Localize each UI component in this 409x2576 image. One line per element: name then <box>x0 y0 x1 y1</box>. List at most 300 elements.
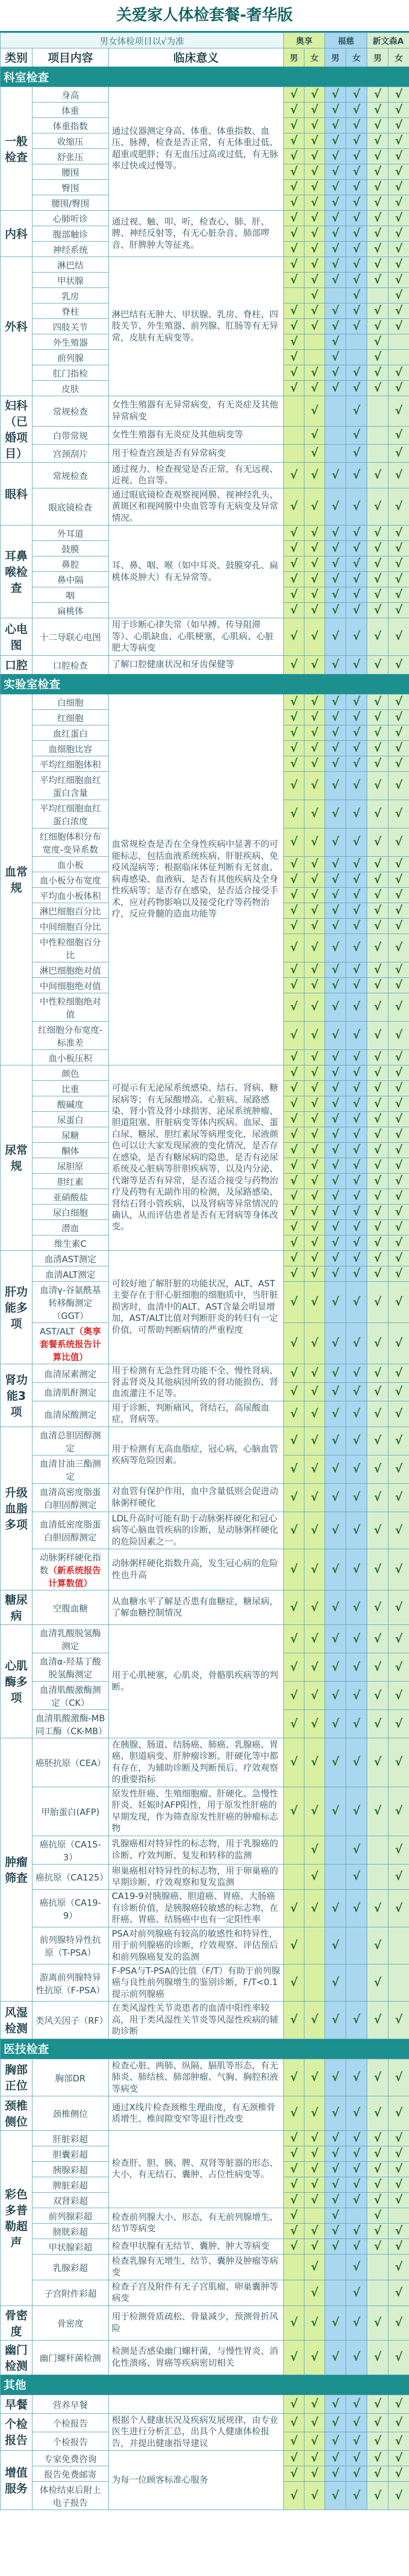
empty-mark <box>346 1927 367 1964</box>
empty-mark <box>284 288 304 303</box>
check-mark: √ <box>284 1787 304 1836</box>
check-mark: √ <box>367 2059 388 2096</box>
check-mark: √ <box>284 2239 304 2254</box>
item-name: 口腔检查 <box>32 655 109 674</box>
check-mark: √ <box>388 1625 409 1653</box>
check-mark: √ <box>304 319 325 334</box>
check-mark: √ <box>325 2146 346 2161</box>
check-mark: √ <box>388 1512 409 1549</box>
check-mark: √ <box>304 381 325 396</box>
item-name: 心肺听诊 <box>32 211 109 226</box>
check-mark: √ <box>325 1323 346 1364</box>
item-name: 体重 <box>32 103 109 118</box>
check-mark: √ <box>284 903 304 918</box>
check-mark: √ <box>304 303 325 319</box>
check-mark: √ <box>346 273 367 288</box>
check-mark: √ <box>388 903 409 918</box>
check-mark: √ <box>367 463 388 488</box>
check-mark: √ <box>304 655 325 674</box>
item-name: 血清乳酸脱氢酶测定 <box>32 1625 109 1653</box>
check-mark: √ <box>388 2161 409 2177</box>
check-mark: √ <box>284 887 304 903</box>
check-mark: √ <box>304 195 325 211</box>
check-mark: √ <box>367 1653 388 1682</box>
check-mark: √ <box>388 1142 409 1158</box>
check-mark: √ <box>367 1710 388 1738</box>
check-mark: √ <box>325 771 346 800</box>
category-cell: 眼科 <box>1 463 32 526</box>
check-mark: √ <box>325 118 346 133</box>
table-row <box>1 2002 409 2039</box>
item-name: 颜色 <box>32 1065 109 1080</box>
check-mark: √ <box>304 2223 325 2239</box>
item-name: 血清低密度脂蛋白胆固醇测定 <box>32 1512 109 1549</box>
check-mark: √ <box>304 1710 325 1738</box>
item-name: 前列腺特异性抗原（T-PSA） <box>32 1927 109 1964</box>
item-name: 平均红细胞血红蛋白浓度 <box>32 800 109 828</box>
item-name: 癌抗原（CA15-3） <box>32 1836 109 1864</box>
check-mark: √ <box>367 242 388 257</box>
check-mark: √ <box>346 288 367 303</box>
clinical-meaning: 用于诊断、判断痛风，肾结石，高尿酸血症，肾病等。 <box>109 1401 284 1427</box>
check-mark: √ <box>304 273 325 288</box>
check-mark: √ <box>367 1266 388 1281</box>
check-mark: √ <box>284 694 304 709</box>
check-mark: √ <box>388 993 409 1021</box>
table-row <box>1 1065 409 1080</box>
check-mark: √ <box>284 1483 304 1512</box>
check-mark: √ <box>346 2395 367 2413</box>
check-mark: √ <box>304 771 325 800</box>
check-mark: √ <box>325 2002 346 2039</box>
check-mark: √ <box>304 365 325 381</box>
check-mark: √ <box>346 1512 367 1549</box>
check-mark: √ <box>284 918 304 934</box>
check-mark: √ <box>367 1080 388 1096</box>
category-cell: 外科 <box>1 257 32 396</box>
clinical-meaning: 用于检测骨质疏松、骨量减少，预测骨折风险 <box>109 2306 284 2340</box>
check-mark: √ <box>388 1401 409 1427</box>
check-mark: √ <box>325 2192 346 2208</box>
empty-mark <box>367 2280 388 2306</box>
check-mark: √ <box>346 1065 367 1080</box>
check-mark: √ <box>304 1836 325 1864</box>
table-row <box>1 2306 409 2340</box>
clinical-meaning: 通过视力、检查视觉是否正常，有无远视、近视、色盲等。 <box>109 463 284 488</box>
check-mark: √ <box>346 2161 367 2177</box>
check-mark: √ <box>304 2239 325 2254</box>
item-name: 腰围/臀围 <box>32 195 109 211</box>
check-mark: √ <box>346 1323 367 1364</box>
item-name: 红细胞体积分布宽度-变异系数 <box>32 828 109 856</box>
check-mark: √ <box>388 103 409 118</box>
check-mark: √ <box>284 1590 304 1625</box>
check-mark: √ <box>388 2280 409 2306</box>
check-mark: √ <box>325 180 346 195</box>
check-mark: √ <box>284 1049 304 1065</box>
category-cell: 颈椎侧位 <box>1 2096 32 2130</box>
check-mark: √ <box>304 541 325 556</box>
check-mark: √ <box>388 426 409 444</box>
check-mark: √ <box>284 2096 304 2130</box>
check-mark: √ <box>388 87 409 103</box>
check-mark: √ <box>367 2432 388 2450</box>
empty-mark <box>388 2208 409 2223</box>
check-mark: √ <box>325 740 346 756</box>
check-mark: √ <box>346 1864 367 1890</box>
check-mark: √ <box>367 334 388 350</box>
check-mark: √ <box>304 2482 325 2510</box>
check-mark: √ <box>367 1625 388 1653</box>
check-mark: √ <box>284 273 304 288</box>
gender-header: 女 <box>346 48 367 67</box>
check-mark: √ <box>388 2146 409 2161</box>
check-mark: √ <box>304 2395 325 2413</box>
check-mark: √ <box>388 2306 409 2340</box>
check-mark: √ <box>325 1625 346 1653</box>
item-name: 尿胆原 <box>32 1158 109 1173</box>
table-row <box>1 1890 409 1927</box>
check-mark: √ <box>284 1455 304 1483</box>
check-mark: √ <box>304 180 325 195</box>
check-mark: √ <box>325 993 346 1021</box>
check-mark: √ <box>367 365 388 381</box>
check-mark: √ <box>284 556 304 572</box>
check-mark: √ <box>388 1323 409 1364</box>
check-mark: √ <box>346 226 367 242</box>
check-mark: √ <box>367 828 388 856</box>
check-mark: √ <box>346 1250 367 1266</box>
check-mark: √ <box>367 725 388 740</box>
check-mark: √ <box>346 211 367 226</box>
clinical-meaning: 检查前列腺大小、形态，有无前列腺增生、结节等病变 <box>109 2208 284 2239</box>
item-name: 淋巴细胞绝对值 <box>32 962 109 977</box>
check-mark: √ <box>304 1890 325 1927</box>
check-mark: √ <box>304 164 325 180</box>
check-mark: √ <box>304 2466 325 2482</box>
check-mark: √ <box>367 381 388 396</box>
check-mark: √ <box>304 103 325 118</box>
check-mark: √ <box>388 444 409 462</box>
table-row <box>1 2254 409 2280</box>
check-mark: √ <box>346 2130 367 2146</box>
item-name: 血清高密度脂蛋白胆固醇测定 <box>32 1483 109 1512</box>
check-mark: √ <box>325 195 346 211</box>
check-mark: √ <box>367 856 388 872</box>
check-mark: √ <box>367 1111 388 1127</box>
check-mark: √ <box>284 1250 304 1266</box>
item-name: 十二导联心电图 <box>32 618 109 655</box>
clinical-meaning: 女性生殖器有无炎症及其他病变等 <box>109 426 284 444</box>
item-name: 血清α-羟基丁酸脱氢酶测定 <box>32 1653 109 1682</box>
empty-mark <box>325 444 346 462</box>
check-mark: √ <box>284 977 304 993</box>
clinical-meaning: 用于检测有无急性肾功能不全、慢性肾病、肾盂肾炎及其他病因所致的肾功能损伤、肾血流灌注不足等。 <box>109 1364 284 1401</box>
check-mark: √ <box>284 118 304 133</box>
check-mark: √ <box>367 2306 388 2340</box>
check-mark: √ <box>284 2395 304 2413</box>
check-mark: √ <box>304 1401 325 1427</box>
check-mark: √ <box>304 1142 325 1158</box>
item-name: 宫颈刮片 <box>32 444 109 462</box>
check-mark: √ <box>325 1021 346 1049</box>
check-mark: √ <box>367 1927 388 1964</box>
check-mark: √ <box>346 2096 367 2130</box>
table-row <box>1 2208 409 2223</box>
check-mark: √ <box>325 694 346 709</box>
item-name: 尿蛋白 <box>32 1111 109 1127</box>
check-mark: √ <box>304 2192 325 2208</box>
check-mark: √ <box>367 2239 388 2254</box>
clinical-meaning: F-PSA与T-PSA的比值（F/T）有助于前列腺癌与良性前列腺增生的鉴别诊断，F/T<0.1提示前列腺癌 <box>109 1964 284 2002</box>
check-mark: √ <box>346 149 367 164</box>
clinical-meaning: 可较好地了解肝脏的功能状况，ALT、AST主要存在于肝心脏细胞的细胞质中，当肝脏损害时，血清中的ALT、AST含量会明显增加，AST/ALT比值对判断肝炎的转归有一定价值，可帮助判断病情的严重程度 <box>109 1250 284 1364</box>
check-mark: √ <box>367 1173 388 1189</box>
empty-mark <box>304 1964 325 2002</box>
check-mark: √ <box>346 1710 367 1738</box>
check-mark: √ <box>367 771 388 800</box>
check-mark: √ <box>325 655 346 674</box>
check-mark: √ <box>304 587 325 603</box>
check-mark: √ <box>325 541 346 556</box>
check-mark: √ <box>284 463 304 488</box>
table-row <box>1 1427 409 1455</box>
check-mark: √ <box>304 149 325 164</box>
check-mark: √ <box>346 365 367 381</box>
item-name: 红细胞 <box>32 709 109 725</box>
check-mark: √ <box>388 1096 409 1111</box>
empty-mark <box>284 1864 304 1890</box>
item-name: 血小板 <box>32 856 109 872</box>
check-mark: √ <box>367 103 388 118</box>
check-mark: √ <box>388 556 409 572</box>
check-mark: √ <box>304 288 325 303</box>
check-mark: √ <box>346 103 367 118</box>
empty-mark <box>304 1927 325 1964</box>
clinical-meaning: 卵巢癌相对特异性的标志物，用于卵巢癌的早期诊断、疗效观察和复发监测 <box>109 1864 284 1890</box>
clinical-meaning: 为每一位顾客标准心服务 <box>109 2451 284 2510</box>
check-mark: √ <box>325 2413 346 2432</box>
item-name: 癌胚抗原（CEA） <box>32 1738 109 1787</box>
check-mark: √ <box>284 828 304 856</box>
check-mark: √ <box>284 572 304 587</box>
check-mark: √ <box>304 603 325 618</box>
table-row <box>1 2413 409 2432</box>
check-mark: √ <box>388 149 409 164</box>
check-mark: √ <box>367 2208 388 2223</box>
check-mark: √ <box>325 1364 346 1382</box>
item-name: 中性粒细胞百分比 <box>32 934 109 962</box>
item-name: 臀围 <box>32 180 109 195</box>
check-mark: √ <box>346 1364 367 1382</box>
check-mark: √ <box>284 1549 304 1590</box>
check-mark: √ <box>388 709 409 725</box>
check-mark: √ <box>388 977 409 993</box>
check-mark: √ <box>388 934 409 962</box>
check-mark: √ <box>346 1549 367 1590</box>
item-name: 乳房 <box>32 288 109 303</box>
check-mark: √ <box>325 1281 346 1323</box>
check-mark: √ <box>304 934 325 962</box>
table-row <box>1 87 409 103</box>
empty-mark <box>284 2280 304 2306</box>
check-mark: √ <box>346 257 367 273</box>
check-mark: √ <box>388 1021 409 1049</box>
check-mark: √ <box>388 319 409 334</box>
check-mark: √ <box>388 133 409 149</box>
check-mark: √ <box>367 1455 388 1483</box>
check-mark: √ <box>346 1401 367 1427</box>
check-mark: √ <box>304 1682 325 1710</box>
check-mark: √ <box>325 381 346 396</box>
check-mark: √ <box>346 2466 367 2482</box>
table-row <box>1 257 409 273</box>
check-mark: √ <box>346 1049 367 1065</box>
empty-mark <box>284 2254 304 2280</box>
check-mark: √ <box>325 1266 346 1281</box>
check-mark: √ <box>304 1738 325 1787</box>
check-mark: √ <box>325 856 346 872</box>
clinical-meaning: 女性生殖器有无异常病变，有无炎症及其他异常病变 <box>109 396 284 427</box>
check-mark: √ <box>304 1364 325 1382</box>
section-row <box>1 2375 409 2395</box>
check-mark: √ <box>304 872 325 887</box>
item-name: 血小板分布宽度 <box>32 872 109 887</box>
check-mark: √ <box>367 740 388 756</box>
clinical-meaning: 动脉粥样硬化指数升高，发生冠心病的危险性也升高 <box>109 1549 284 1590</box>
check-mark: √ <box>388 211 409 226</box>
category-cell: 肿瘤筛查 <box>1 1738 32 2002</box>
category-cell: 风湿检测 <box>1 2002 32 2039</box>
check-mark: √ <box>284 211 304 226</box>
check-mark: √ <box>388 396 409 427</box>
item-name: 体重指数 <box>32 118 109 133</box>
check-mark: √ <box>367 977 388 993</box>
check-mark: √ <box>367 934 388 962</box>
check-mark: √ <box>346 771 367 800</box>
check-mark: √ <box>325 319 346 334</box>
check-mark: √ <box>304 694 325 709</box>
check-mark: √ <box>304 488 325 525</box>
check-mark: √ <box>304 118 325 133</box>
check-mark: √ <box>388 1455 409 1483</box>
check-mark: √ <box>284 1127 304 1142</box>
gender-header: 男 <box>284 48 304 67</box>
check-mark: √ <box>367 1964 388 2002</box>
empty-mark <box>388 334 409 350</box>
check-mark: √ <box>367 303 388 319</box>
item-name: 神经系统 <box>32 242 109 257</box>
check-mark: √ <box>325 587 346 603</box>
check-mark: √ <box>284 164 304 180</box>
check-mark: √ <box>346 2002 367 2039</box>
check-mark: √ <box>388 2223 409 2239</box>
table-row <box>1 426 409 444</box>
check-mark: √ <box>284 133 304 149</box>
check-mark: √ <box>284 709 304 725</box>
check-mark: √ <box>304 87 325 103</box>
check-mark: √ <box>304 2280 325 2306</box>
item-name: 血清AST测定 <box>32 1250 109 1266</box>
check-mark: √ <box>346 303 367 319</box>
check-mark: √ <box>346 1266 367 1281</box>
check-mark: √ <box>325 1189 346 1204</box>
check-mark: √ <box>346 603 367 618</box>
check-mark: √ <box>346 1127 367 1142</box>
check-mark: √ <box>346 426 367 444</box>
empty-mark <box>284 1836 304 1864</box>
check-mark: √ <box>388 273 409 288</box>
table-row <box>1 1836 409 1864</box>
check-mark: √ <box>325 2223 346 2239</box>
check-mark: √ <box>304 226 325 242</box>
check-mark: √ <box>325 1219 346 1235</box>
check-mark: √ <box>325 1080 346 1096</box>
check-mark: √ <box>346 1836 367 1864</box>
check-mark: √ <box>388 1787 409 1836</box>
check-mark: √ <box>346 2340 367 2375</box>
check-mark: √ <box>284 2451 304 2466</box>
check-mark: √ <box>304 1625 325 1653</box>
check-mark: √ <box>367 1682 388 1710</box>
check-mark: √ <box>367 2130 388 2146</box>
item-name: 平均血小板体积 <box>32 887 109 903</box>
check-mark: √ <box>346 526 367 541</box>
item-name: 胰腺彩超 <box>32 2161 109 2177</box>
check-mark: √ <box>284 934 304 962</box>
check-mark: √ <box>284 771 304 800</box>
check-mark: √ <box>367 541 388 556</box>
check-mark: √ <box>388 1111 409 1127</box>
check-mark: √ <box>304 2254 325 2280</box>
check-mark: √ <box>346 655 367 674</box>
check-mark: √ <box>367 488 388 525</box>
check-mark: √ <box>367 195 388 211</box>
check-mark: √ <box>346 1235 367 1250</box>
check-mark: √ <box>367 2482 388 2510</box>
check-mark: √ <box>388 1189 409 1204</box>
check-mark: √ <box>284 1021 304 1049</box>
check-mark: √ <box>304 977 325 993</box>
item-name: 营养早餐 <box>32 2395 109 2413</box>
item-name: 淋巴结 <box>32 257 109 273</box>
check-mark: √ <box>346 993 367 1021</box>
clinical-meaning: 通过眼底镜检查观察视网膜、视神经乳头、黄斑区和视网膜中央血管等有无病变及异常情况。 <box>109 488 284 525</box>
check-mark: √ <box>325 977 346 993</box>
check-mark: √ <box>388 1890 409 1927</box>
check-mark: √ <box>367 87 388 103</box>
check-mark: √ <box>388 118 409 133</box>
check-mark: √ <box>325 2432 346 2450</box>
check-mark: √ <box>325 1787 346 1836</box>
check-mark: √ <box>346 2059 367 2096</box>
table-row <box>1 1590 409 1625</box>
check-mark: √ <box>388 2482 409 2510</box>
check-mark: √ <box>304 1281 325 1323</box>
package-name: 福慈 <box>325 33 367 48</box>
check-mark: √ <box>304 463 325 488</box>
check-mark: √ <box>346 444 367 462</box>
check-mark: √ <box>304 1455 325 1483</box>
check-mark: √ <box>325 2177 346 2192</box>
check-mark: √ <box>304 2096 325 2130</box>
check-mark: √ <box>304 2306 325 2340</box>
check-mark: √ <box>346 1455 367 1483</box>
check-mark: √ <box>325 1382 346 1401</box>
table-row <box>1 2239 409 2254</box>
check-mark: √ <box>284 587 304 603</box>
category-cell: 彩色多普勒超声 <box>1 2130 32 2306</box>
